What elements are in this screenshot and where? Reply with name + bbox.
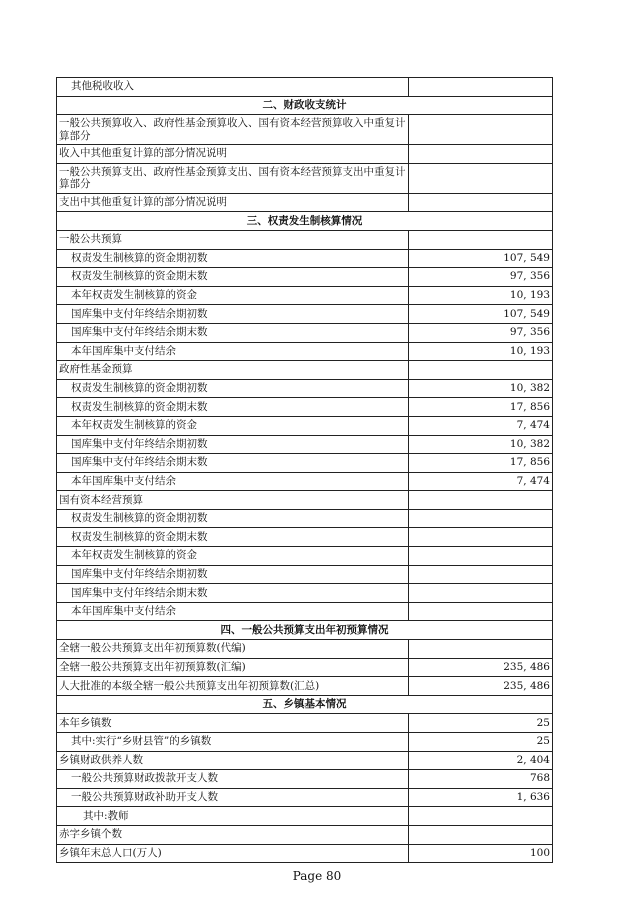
row-value: 17, 856 [409, 398, 553, 417]
row-value: 10, 193 [409, 342, 553, 361]
table-row [57, 193, 553, 212]
section-header-row [57, 621, 553, 640]
row-label: 国库集中支付年终结余期末数 [57, 584, 409, 603]
row-label: 权责发生制核算的资金期末数 [57, 398, 409, 417]
row-value: 25 [409, 733, 553, 752]
row-value: 25 [409, 714, 553, 733]
row-value [409, 491, 553, 510]
table-row [57, 788, 553, 807]
row-label: 国库集中支付年终结余期末数 [57, 323, 409, 342]
table-row [57, 398, 553, 417]
table-row [57, 145, 553, 164]
table-row [57, 733, 553, 752]
row-value [409, 78, 553, 97]
row-label: 本年国库集中支付结余 [57, 472, 409, 491]
row-value: 235, 486 [409, 658, 553, 677]
row-label: 权责发生制核算的资金期末数 [57, 268, 409, 287]
row-label: 其中:实行“乡财县管”的乡镇数 [57, 733, 409, 752]
row-label: 国库集中支付年终结余期初数 [57, 565, 409, 584]
row-value [409, 193, 553, 212]
table-row [57, 286, 553, 305]
row-label: 人大批准的本级全辖一般公共预算支出年初预算数(汇总) [57, 677, 409, 696]
table-row [57, 361, 553, 380]
row-value: 2, 404 [409, 751, 553, 770]
row-value: 10, 382 [409, 379, 553, 398]
row-value: 10, 382 [409, 435, 553, 454]
section-header-row [57, 695, 553, 714]
row-label: 权责发生制核算的资金期初数 [57, 509, 409, 528]
table-row [57, 658, 553, 677]
section-title: 二、财政收支统计 [57, 96, 553, 115]
row-value [409, 547, 553, 566]
row-value [409, 145, 553, 164]
table-row [57, 342, 553, 361]
row-value [409, 565, 553, 584]
row-value [409, 602, 553, 621]
table-row [57, 163, 553, 193]
row-label: 本年国库集中支付结余 [57, 602, 409, 621]
row-value [409, 230, 553, 249]
row-label: 本年权责发生制核算的资金 [57, 286, 409, 305]
row-label: 权责发生制核算的资金期初数 [57, 379, 409, 398]
row-label: 全辖一般公共预算支出年初预算数(代编) [57, 640, 409, 659]
row-value [409, 807, 553, 826]
row-value [409, 163, 553, 193]
table-row [57, 677, 553, 696]
row-label: 权责发生制核算的资金期末数 [57, 528, 409, 547]
table-row [57, 547, 553, 566]
table-row [57, 825, 553, 844]
table-row [57, 751, 553, 770]
row-label: 本年乡镇数 [57, 714, 409, 733]
row-label: 一般公共预算 [57, 230, 409, 249]
section-title: 四、一般公共预算支出年初预算情况 [57, 621, 553, 640]
table-row [57, 770, 553, 789]
row-label: 其他税收收入 [57, 78, 409, 97]
row-value [409, 584, 553, 603]
section-title: 三、权责发生制核算情况 [57, 212, 553, 231]
row-label: 国库集中支付年终结余期初数 [57, 435, 409, 454]
row-label: 一般公共预算财政补助开支人数 [57, 788, 409, 807]
table-row [57, 78, 553, 97]
row-value: 17, 856 [409, 454, 553, 473]
row-label: 其中:教师 [57, 807, 409, 826]
row-value: 1, 636 [409, 788, 553, 807]
row-label: 收入中其他重复计算的部分情况说明 [57, 145, 409, 164]
row-value: 100 [409, 844, 553, 863]
row-value [409, 825, 553, 844]
table-row [57, 268, 553, 287]
table-row [57, 323, 553, 342]
table-row [57, 714, 553, 733]
row-value: 107, 549 [409, 249, 553, 268]
row-label: 国库集中支付年终结余期末数 [57, 454, 409, 473]
table-row [57, 472, 553, 491]
row-label: 全辖一般公共预算支出年初预算数(汇编) [57, 658, 409, 677]
row-label: 一般公共预算财政拨款开支人数 [57, 770, 409, 789]
row-value [409, 509, 553, 528]
section-title: 五、乡镇基本情况 [57, 695, 553, 714]
row-label: 乡镇年末总人口(万人) [57, 844, 409, 863]
row-label: 赤字乡镇个数 [57, 825, 409, 844]
table-row [57, 305, 553, 324]
table-row [57, 565, 553, 584]
page-number: Page 80 [292, 869, 342, 883]
table-row [57, 584, 553, 603]
table-row [57, 230, 553, 249]
table-row [57, 509, 553, 528]
table-row [57, 844, 553, 863]
table-row [57, 379, 553, 398]
table-row [57, 528, 553, 547]
row-label: 政府性基金预算 [57, 361, 409, 380]
table-row [57, 435, 553, 454]
table-row [57, 454, 553, 473]
row-label: 支出中其他重复计算的部分情况说明 [57, 193, 409, 212]
row-label: 一般公共预算支出、政府性基金预算支出、国有资本经营预算支出中重复计算部分 [57, 163, 409, 193]
fiscal-statistics-table [56, 77, 553, 863]
table-row [57, 640, 553, 659]
row-value: 97, 356 [409, 268, 553, 287]
row-value: 7, 474 [409, 472, 553, 491]
row-label: 本年国库集中支付结余 [57, 342, 409, 361]
row-value: 7, 474 [409, 416, 553, 435]
section-header-row [57, 212, 553, 231]
row-label: 国有资本经营预算 [57, 491, 409, 510]
row-value: 107, 549 [409, 305, 553, 324]
row-value [409, 640, 553, 659]
row-label: 一般公共预算收入、政府性基金预算收入、国有资本经营预算收入中重复计算部分 [57, 115, 409, 145]
table-row [57, 602, 553, 621]
table-row [57, 115, 553, 145]
table-row [57, 416, 553, 435]
row-value [409, 115, 553, 145]
table-row [57, 807, 553, 826]
row-value [409, 361, 553, 380]
row-value [409, 528, 553, 547]
table-row [57, 249, 553, 268]
row-value: 235, 486 [409, 677, 553, 696]
row-label: 本年权责发生制核算的资金 [57, 416, 409, 435]
row-value: 97, 356 [409, 323, 553, 342]
table-row [57, 491, 553, 510]
row-value: 768 [409, 770, 553, 789]
row-label: 国库集中支付年终结余期初数 [57, 305, 409, 324]
row-label: 乡镇财政供养人数 [57, 751, 409, 770]
row-label: 本年权责发生制核算的资金 [57, 547, 409, 566]
row-value: 10, 193 [409, 286, 553, 305]
section-header-row [57, 96, 553, 115]
row-label: 权责发生制核算的资金期初数 [57, 249, 409, 268]
